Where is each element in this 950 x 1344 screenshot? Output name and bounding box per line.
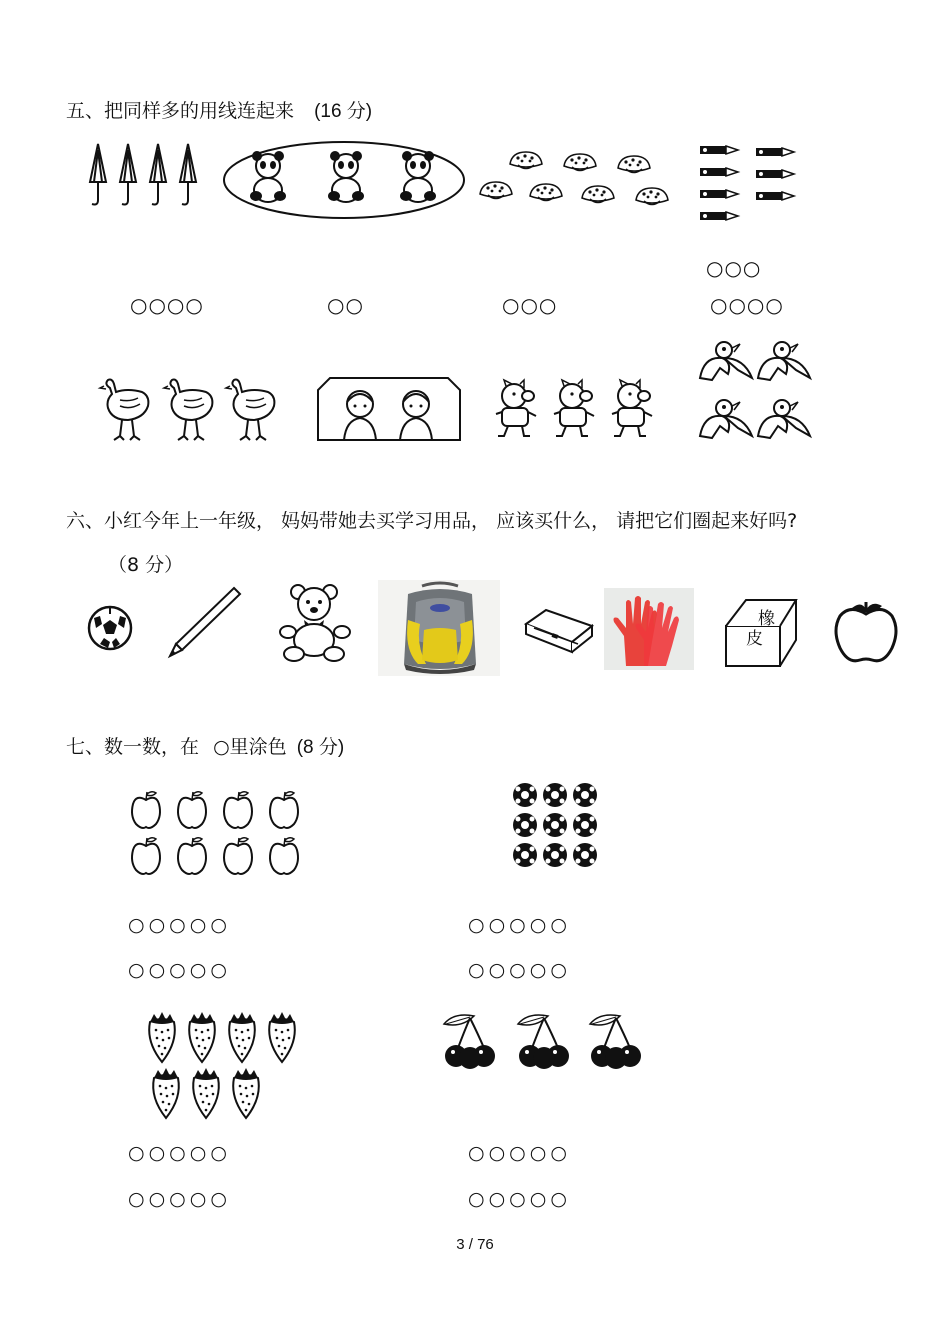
circle-row-c[interactable]: ○○○: [502, 293, 558, 317]
soccer-ball-icon[interactable]: [86, 604, 134, 652]
eraser-label-1: 橡: [758, 609, 775, 629]
umbrella-icon: [180, 144, 196, 205]
ball-icon: [513, 813, 537, 837]
mushroom-group: [478, 150, 678, 210]
ball-icon: [513, 843, 537, 867]
section6-score: （8 分）: [108, 554, 184, 576]
umbrella-icon: [90, 144, 106, 205]
pencil-icon: [756, 170, 794, 178]
mushroom-icon: [582, 186, 614, 203]
circle-row-cherries-2[interactable]: ○○○○○: [468, 1188, 571, 1210]
ball-group: [510, 780, 602, 870]
pencil-case-icon[interactable]: [522, 604, 594, 654]
mushroom-icon: [636, 188, 668, 205]
page-number: 3 / 76: [456, 1236, 494, 1253]
strawberry-icon: [153, 1068, 179, 1118]
strawberry-group: [140, 1010, 306, 1122]
bird-icon: [758, 342, 810, 380]
apple-icon: [224, 792, 252, 828]
section6-title: 六、小红今年上一年级， 妈妈带她去买学习用品， 应该买什么， 请把它们圈起来好吗?: [66, 510, 798, 532]
circle-row-b[interactable]: ○○: [327, 293, 364, 317]
pig-icon: [554, 380, 594, 436]
apple-icon: [224, 838, 252, 874]
panda-icon: [328, 151, 364, 202]
mushroom-icon: [480, 182, 512, 199]
apple-icon: [178, 792, 206, 828]
ball-icon: [573, 783, 597, 807]
pig-group: [490, 376, 660, 444]
children-group: [316, 376, 462, 442]
mushroom-icon: [530, 184, 562, 201]
cherry-icon: [590, 1015, 641, 1069]
ball-icon: [513, 783, 537, 807]
pencil-icon: [700, 146, 738, 154]
cherry-icon: [444, 1015, 495, 1069]
circle-row-strawberries-2[interactable]: ○○○○○: [128, 1188, 231, 1210]
child-icon: [400, 391, 432, 440]
apple-icon: [270, 792, 298, 828]
pencil-icon[interactable]: [164, 584, 244, 660]
pencil-icon: [700, 190, 738, 198]
circle-row-strawberries-1[interactable]: ○○○○○: [128, 1142, 231, 1164]
mushroom-icon: [618, 156, 650, 173]
panda-icon: [400, 151, 436, 202]
ball-icon: [543, 813, 567, 837]
circle-row-d-bottom[interactable]: ○○○○: [710, 293, 784, 317]
pencil-icon: [700, 212, 738, 220]
section5-score: (16 分): [314, 101, 373, 122]
section7-heading: [66, 732, 344, 759]
umbrella-icon: [150, 144, 166, 205]
section7-title-circle: ○: [213, 736, 230, 758]
bird-icon: [700, 400, 752, 438]
strawberry-icon: [193, 1068, 219, 1118]
apple-icon: [132, 792, 160, 828]
apple-icon[interactable]: [832, 598, 900, 668]
panda-icon: [250, 151, 286, 202]
cherry-group: [436, 1012, 650, 1072]
mushroom-icon: [564, 154, 596, 171]
apple-icon: [270, 838, 298, 874]
bird-icon: [700, 342, 752, 380]
section7-title-part2: 里涂色: [229, 736, 287, 758]
circle-row-apples-2[interactable]: ○○○○○: [128, 959, 231, 981]
bird-icon: [758, 400, 810, 438]
pig-icon: [612, 380, 652, 436]
pencil-icon: [756, 192, 794, 200]
pencil-icon: [700, 168, 738, 176]
backpack-icon[interactable]: [378, 580, 500, 676]
bird-group: [696, 334, 816, 442]
section7-title-part1: 七、数一数，在: [66, 736, 200, 758]
chicken-icon: [226, 380, 274, 441]
circle-row-balls-2[interactable]: ○○○○○: [468, 959, 571, 981]
section5-heading: [66, 96, 372, 123]
circle-row-apples-1[interactable]: ○○○○○: [128, 914, 231, 936]
ball-icon: [543, 843, 567, 867]
strawberry-icon: [269, 1012, 295, 1062]
strawberry-icon: [233, 1068, 259, 1118]
apple-group: [128, 788, 308, 878]
cherry-icon: [518, 1015, 569, 1069]
pencil-icon: [756, 148, 794, 156]
apple-icon: [132, 838, 160, 874]
circle-row-a[interactable]: ○○○○: [130, 293, 204, 317]
section7-score: (8 分): [296, 737, 345, 758]
gloves-icon[interactable]: [604, 588, 694, 670]
chicken-icon: [164, 380, 212, 441]
apple-icon: [178, 838, 206, 874]
eraser-label-2: 皮: [746, 629, 763, 649]
circle-row-balls-1[interactable]: ○○○○○: [468, 914, 571, 936]
umbrella-icon: [120, 144, 136, 205]
strawberry-icon: [229, 1012, 255, 1062]
teddy-bear-icon[interactable]: [278, 584, 358, 662]
ball-icon: [573, 843, 597, 867]
mushroom-icon: [510, 152, 542, 169]
strawberry-icon: [189, 1012, 215, 1062]
circle-row-d-top[interactable]: ○○○: [706, 256, 762, 280]
chicken-icon: [100, 380, 148, 441]
section5-title: 五、把同样多的用线连起来: [66, 100, 295, 122]
umbrella-group: [82, 140, 212, 210]
pig-icon: [496, 380, 536, 436]
pencil-group: [696, 144, 806, 228]
ball-icon: [573, 813, 597, 837]
chicken-group: [98, 374, 284, 444]
ball-icon: [543, 783, 567, 807]
strawberry-icon: [149, 1012, 175, 1062]
circle-row-cherries-1[interactable]: ○○○○○: [468, 1142, 571, 1164]
child-icon: [344, 391, 376, 440]
panda-group: [222, 140, 466, 220]
